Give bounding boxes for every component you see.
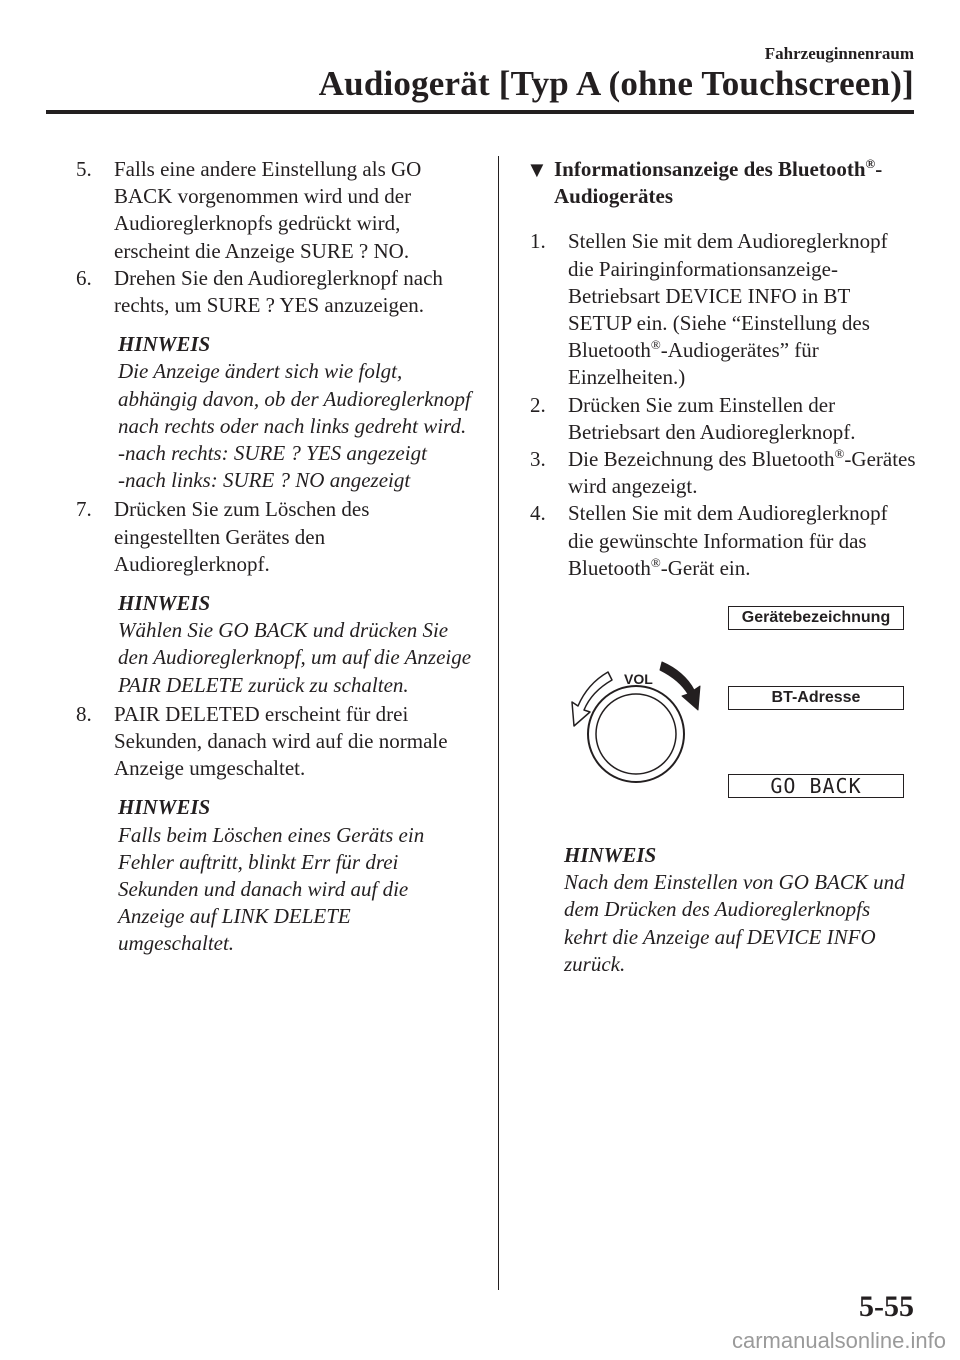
- item-text: PAIR DELETED erscheint für drei Sekunden, danach wird auf die normale Anzeige umgeschaltet.: [114, 701, 448, 781]
- note-line: Die Anzeige ändert sich wie folgt, abhängig davon, ob der Audioreglerknopf nach rechts oder nach links gedreht wird.: [118, 359, 471, 438]
- item-text: Stellen Sie mit dem Audioreglerknopf die Pairinginformationsanzeige-Betriebsart DEVICE INFO in BT SETUP ein. (Siehe “Einstellung des Bluetooth: [568, 229, 888, 363]
- item-number: 6.: [76, 265, 92, 290]
- item-number: 5.: [76, 157, 92, 181]
- item-text-suffix: -Gerät ein.: [660, 555, 751, 580]
- note-text: Wählen Sie GO BACK und drücken Sie den Audioreglerknopf, um auf die Anzeige PAIR DELETE zurück zu schalten.: [118, 618, 472, 697]
- note-label: HINWEIS: [564, 843, 657, 868]
- item-text: Falls eine andere Einstellung als GO BACK vorgenommen wird und der Audioreglerknopfs gedrückt wird, erscheint die Anzeige SURE ? NO.: [114, 157, 422, 263]
- item-text: Drehen Sie den Audioreglerknopf nach rechts, um SURE ? YES anzuzeigen.: [114, 265, 443, 318]
- registered-mark: ®: [650, 554, 661, 570]
- vol-knob-illustration: [526, 602, 918, 822]
- note-text: Falls beim Löschen eines Geräts ein Fehler auftritt, blinkt Err für drei Sekunden und danach wird auf die Anzeige auf LINK DELETE umgeschaltet.: [118, 822, 425, 956]
- knob-outer: [588, 686, 684, 782]
- note-label: HINWEIS: [118, 332, 211, 357]
- knob-label: VOL: [624, 671, 653, 688]
- note-line: -nach links: SURE ? NO angezeigt: [118, 468, 411, 493]
- list-item: [76, 265, 472, 319]
- registered-mark: ®: [865, 156, 876, 171]
- page-number: 5-55: [859, 1290, 914, 1323]
- rotate-right-arrow-icon: [660, 662, 700, 710]
- item-text: Drücken Sie zum Einstellen der Betriebsart den Audioreglerknopf.: [568, 392, 856, 444]
- item-text-suffix: -Audiogerätes” für Einzelheiten.): [568, 338, 819, 390]
- note-label: HINWEIS: [118, 795, 211, 820]
- list-item: [530, 392, 918, 446]
- item-number: 2.: [530, 392, 546, 417]
- item-text: Die Bezeichnung des Bluetooth: [568, 447, 835, 472]
- left-column: [76, 156, 472, 958]
- list-item: [530, 500, 918, 582]
- note-label: HINWEIS: [118, 591, 211, 616]
- item-number: 3.: [530, 447, 546, 472]
- registered-mark: ®: [834, 446, 845, 462]
- item-text: Drücken Sie zum Löschen des eingestellten Gerätes den Audioreglerknopf.: [114, 497, 370, 576]
- item-text: Stellen Sie mit dem Audioreglerknopf die gewünschte Information für das Bluetooth: [568, 501, 888, 580]
- item-number: 8.: [76, 701, 92, 726]
- item-number: 7.: [76, 497, 92, 522]
- note-box: [564, 842, 918, 978]
- item-number: 1.: [530, 229, 546, 254]
- header-section: Fahrzeuginnenraum: [764, 44, 914, 63]
- screen-bt-address: BT-Adresse: [728, 686, 904, 710]
- triangle-down-icon: ▼: [526, 157, 548, 182]
- list-item: [530, 446, 918, 500]
- note-box: [118, 331, 472, 494]
- list-item: [76, 701, 472, 783]
- knob-inner: [596, 694, 676, 774]
- registered-mark: ®: [650, 337, 661, 353]
- header-rule: [46, 110, 914, 114]
- item-number: 4.: [530, 501, 546, 526]
- list-item: [76, 156, 472, 265]
- item-text-suffix: -Gerätes wird angezeigt.: [568, 447, 916, 499]
- heading-text-suffix: -Audiogerätes: [554, 157, 883, 209]
- list-item: [530, 228, 918, 391]
- watermark: carmanualsonline.info: [731, 1328, 946, 1353]
- column-divider: [498, 156, 499, 1290]
- rotate-left-arrow-icon: [572, 672, 612, 726]
- heading-text: Informationsanzeige des Bluetooth: [554, 157, 866, 181]
- page-title: Audiogerät [Typ A (ohne Touchscreen)]: [318, 64, 914, 103]
- note-box: [118, 590, 472, 699]
- note-line: -nach rechts: SURE ? YES angezeigt: [118, 441, 427, 466]
- note-text: Nach dem Einstellen von GO BACK und dem Drücken des Audioreglerknopfs kehrt die Anzeige auf DEVICE INFO zurück.: [564, 870, 905, 976]
- screen-go-back: GO BACK: [728, 774, 904, 798]
- note-box: [118, 794, 472, 957]
- list-item: [76, 496, 472, 578]
- section-heading: [526, 156, 918, 210]
- right-column: [526, 156, 918, 978]
- screen-device-name: Gerätebezeichnung: [728, 606, 904, 630]
